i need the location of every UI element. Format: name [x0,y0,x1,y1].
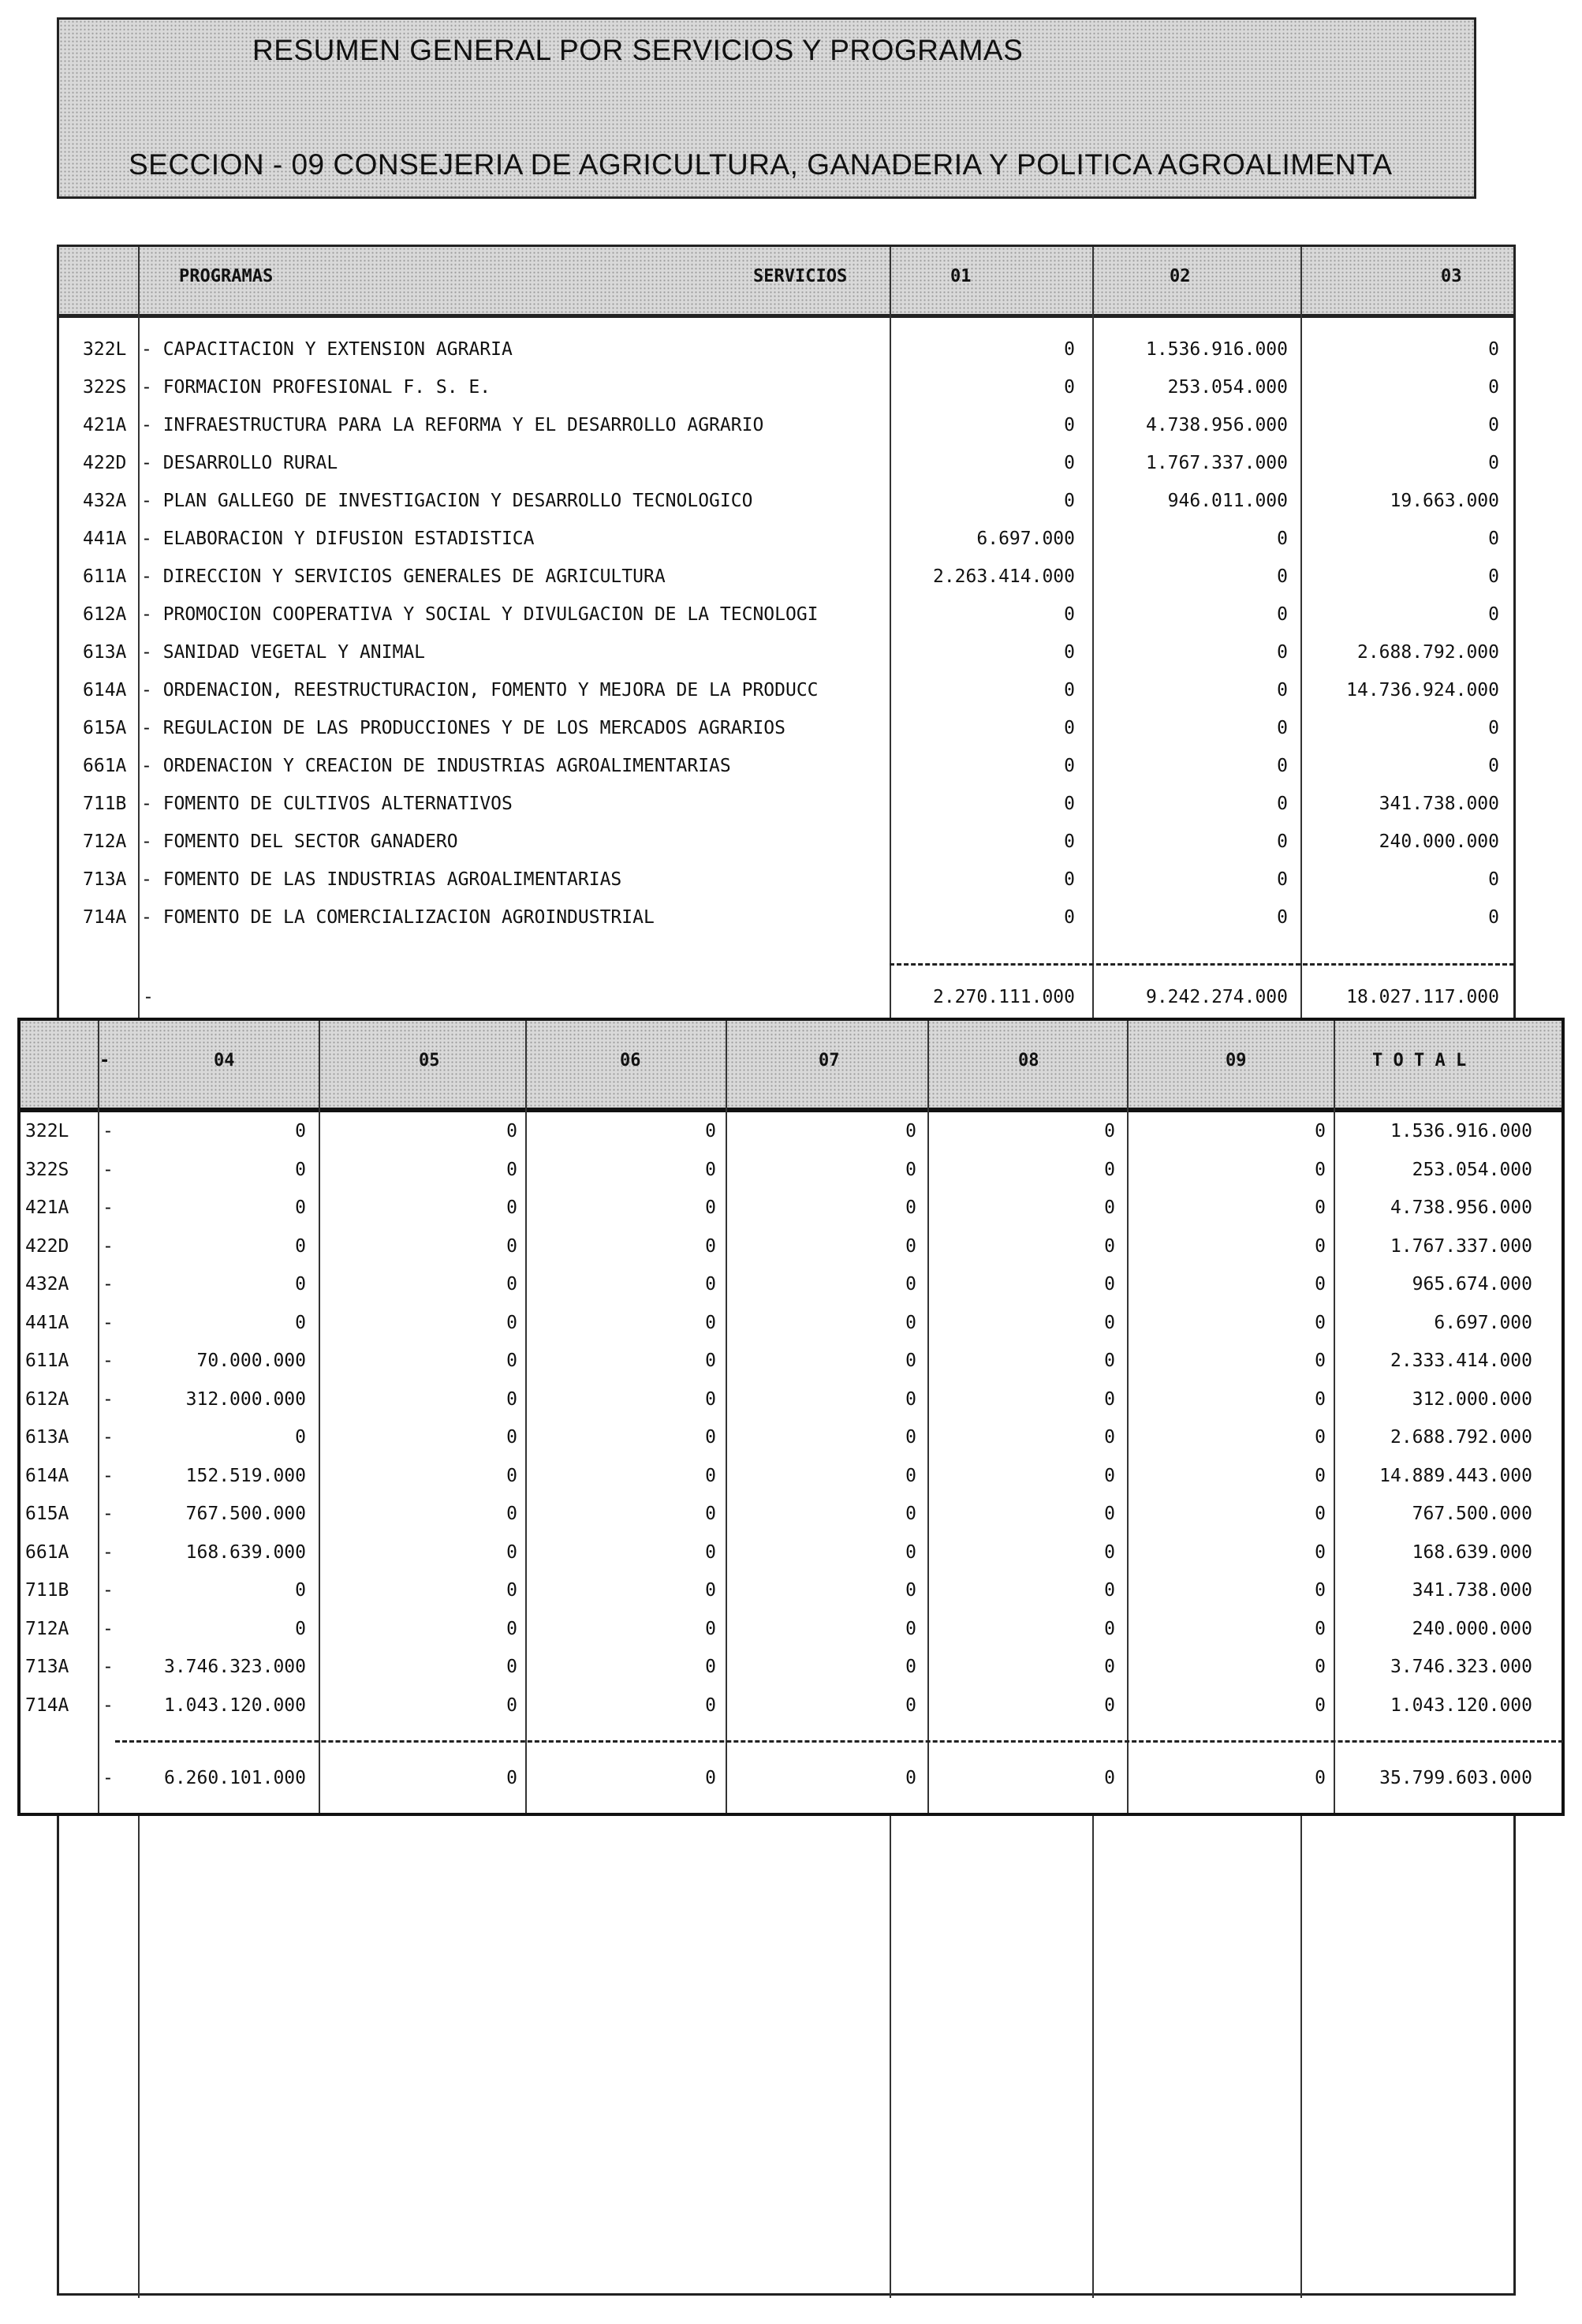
cell-06: 0 [705,1274,716,1295]
cell-06: 0 [705,1466,716,1486]
cell-09: 0 [1315,1542,1326,1563]
header-col-06: 06 [620,1051,641,1070]
cell-04: 312.000.000 [185,1389,306,1410]
cell-09: 0 [1315,1504,1326,1524]
program-code: 322S [83,377,127,398]
cell-09: 0 [1315,1197,1326,1218]
cell-02: 0 [1277,756,1288,776]
cell-total: 1.043.120.000 [1390,1695,1532,1716]
section-title: SECCION - 09 CONSEJERIA DE AGRICULTURA, GANADERIA Y POLITICA AGROALIMENTA [129,148,1393,181]
total-01: 2.270.111.000 [932,987,1075,1007]
cell-03: 341.738.000 [1379,794,1499,814]
header-col-08: 08 [1018,1051,1039,1070]
cell-07: 0 [905,1351,916,1371]
cell-07: 0 [905,1580,916,1601]
cell-02: 0 [1277,718,1288,738]
cell-03: 0 [1488,907,1499,928]
lower-table [17,1018,1565,1816]
row-dash: - [103,1657,114,1677]
program-code: 713A [25,1657,69,1677]
cell-07: 0 [905,1160,916,1180]
cell-07: 0 [905,1504,916,1524]
header-total: T O T A L [1372,1051,1467,1070]
cell-04: 0 [295,1197,306,1218]
total-03: 18.027.117.000 [1346,987,1499,1007]
cell-01: 6.697.000 [976,529,1075,549]
cell-06: 0 [705,1197,716,1218]
cell-09: 0 [1315,1121,1326,1141]
cell-09: 0 [1315,1160,1326,1180]
cell-08: 0 [1104,1351,1115,1371]
row-dash: - [103,1695,114,1716]
cell-01: 0 [1064,831,1075,852]
program-description: - FOMENTO DE LAS INDUSTRIAS AGROALIMENTARIAS [141,869,622,890]
cell-02: 4.738.956.000 [1145,415,1288,435]
cell-01: 0 [1064,415,1075,435]
program-code: 714A [25,1695,69,1716]
row-dash: - [103,1351,114,1371]
cell-total: 4.738.956.000 [1390,1197,1532,1218]
cell-total: 965.674.000 [1412,1274,1532,1295]
header-col-09: 09 [1226,1051,1247,1070]
cell-total: 1.767.337.000 [1390,1236,1532,1257]
program-description: - PLAN GALLEGO DE INVESTIGACION Y DESARROLLO TECNOLOGICO [141,491,753,511]
program-description: - DIRECCION Y SERVICIOS GENERALES DE AGRICULTURA [141,566,666,587]
cell-06: 0 [705,1427,716,1448]
header-dash: - [99,1051,110,1070]
cell-02: 1.536.916.000 [1145,339,1288,360]
cell-06: 0 [705,1389,716,1410]
cell-05: 0 [506,1657,517,1677]
cell-08: 0 [1104,1580,1115,1601]
cell-02: 0 [1277,794,1288,814]
cell-05: 0 [506,1619,517,1639]
section-title-box [57,17,1476,199]
cell-08: 0 [1104,1274,1115,1295]
cell-05: 0 [506,1160,517,1180]
cell-04: 168.639.000 [185,1542,306,1563]
cell-04: 3.746.323.000 [163,1657,306,1677]
grand-total: 35.799.603.000 [1379,1768,1532,1788]
cell-07: 0 [905,1466,916,1486]
program-code: 322L [25,1121,69,1141]
program-code: 432A [25,1274,69,1295]
program-description: - FOMENTO DEL SECTOR GANADERO [141,831,458,852]
cell-04: 70.000.000 [196,1351,306,1371]
cell-05: 0 [506,1504,517,1524]
cell-01: 0 [1064,869,1075,890]
program-description: - DESARROLLO RURAL [141,453,338,473]
cell-08: 0 [1104,1197,1115,1218]
cell-06: 0 [705,1580,716,1601]
cell-06: 0 [705,1657,716,1677]
cell-08: 0 [1104,1542,1115,1563]
program-description: - ORDENACION, REESTRUCTURACION, FOMENTO Y MEJORA DE LA PRODUCC [141,680,819,701]
cell-02: 0 [1277,529,1288,549]
header-col-02: 02 [1170,267,1191,286]
program-description: - FOMENTO DE LA COMERCIALIZACION AGROINDUSTRIAL [141,907,655,928]
program-code: 614A [83,680,127,701]
cell-06: 0 [705,1351,716,1371]
total-02: 9.242.274.000 [1145,987,1288,1007]
cell-06: 0 [705,1695,716,1716]
header-col-04: 04 [214,1051,235,1070]
cell-03: 0 [1488,339,1499,360]
cell-09: 0 [1315,1389,1326,1410]
cell-09: 0 [1315,1274,1326,1295]
cell-07: 0 [905,1313,916,1333]
cell-08: 0 [1104,1427,1115,1448]
cell-06: 0 [705,1504,716,1524]
cell-01: 0 [1064,453,1075,473]
cell-total: 14.889.443.000 [1379,1466,1532,1486]
cell-total: 168.639.000 [1412,1542,1532,1563]
cell-03: 0 [1488,529,1499,549]
row-dash: - [103,1504,114,1524]
program-code: 615A [83,718,127,738]
cell-07: 0 [905,1389,916,1410]
program-code: 711B [83,794,127,814]
cell-03: 0 [1488,377,1499,398]
cell-01: 0 [1064,756,1075,776]
cell-01: 0 [1064,377,1075,398]
program-code: 712A [25,1619,69,1639]
cell-03: 0 [1488,718,1499,738]
cell-06: 0 [705,1313,716,1333]
cell-02: 0 [1277,566,1288,587]
program-code: 441A [83,529,127,549]
row-dash: - [103,1389,114,1410]
cell-08: 0 [1104,1657,1115,1677]
total-09: 0 [1315,1768,1326,1788]
program-code: 422D [25,1236,69,1257]
cell-04: 0 [295,1236,306,1257]
upper-table-header [59,247,1513,318]
cell-04: 0 [295,1313,306,1333]
cell-02: 253.054.000 [1167,377,1288,398]
cell-06: 0 [705,1121,716,1141]
row-dash: - [103,1160,114,1180]
cell-08: 0 [1104,1389,1115,1410]
row-dash: - [103,1236,114,1257]
header-servicios: SERVICIOS [753,267,848,286]
header-col-05: 05 [419,1051,440,1070]
cell-05: 0 [506,1695,517,1716]
cell-07: 0 [905,1542,916,1563]
cell-05: 0 [506,1580,517,1601]
cell-02: 946.011.000 [1167,491,1288,511]
program-description: - FORMACION PROFESIONAL F. S. E. [141,377,491,398]
cell-01: 2.263.414.000 [932,566,1075,587]
cell-total: 312.000.000 [1412,1389,1532,1410]
cell-02: 0 [1277,907,1288,928]
cell-09: 0 [1315,1466,1326,1486]
cell-03: 2.688.792.000 [1356,642,1499,663]
cell-07: 0 [905,1121,916,1141]
row-dash: - [103,1580,114,1601]
cell-08: 0 [1104,1619,1115,1639]
cell-07: 0 [905,1274,916,1295]
cell-03: 0 [1488,566,1499,587]
cell-08: 0 [1104,1504,1115,1524]
cell-01: 0 [1064,491,1075,511]
program-code: 661A [83,756,127,776]
cell-total: 240.000.000 [1412,1619,1532,1639]
cell-07: 0 [905,1236,916,1257]
row-dash: - [103,1121,114,1141]
program-code: 714A [83,907,127,928]
cell-03: 0 [1488,415,1499,435]
cell-total: 2.333.414.000 [1390,1351,1532,1371]
report-title: RESUMEN GENERAL POR SERVICIOS Y PROGRAMAS [252,34,1024,66]
cell-total: 341.738.000 [1412,1580,1532,1601]
cell-07: 0 [905,1619,916,1639]
cell-05: 0 [506,1389,517,1410]
row-dash: - [103,1427,114,1448]
cell-04: 0 [295,1160,306,1180]
cell-04: 0 [295,1121,306,1141]
program-code: 711B [25,1580,69,1601]
row-dash: - [103,1542,114,1563]
cell-03: 0 [1488,604,1499,625]
program-code: 712A [83,831,127,852]
cell-01: 0 [1064,642,1075,663]
header-col-07: 07 [819,1051,840,1070]
cell-04: 0 [295,1274,306,1295]
cell-05: 0 [506,1466,517,1486]
cell-total: 3.746.323.000 [1390,1657,1532,1677]
program-code: 612A [25,1389,69,1410]
header-programas: PROGRAMAS [179,267,274,286]
cell-08: 0 [1104,1466,1115,1486]
cell-08: 0 [1104,1121,1115,1141]
total-dash: - [103,1768,114,1788]
row-dash: - [103,1197,114,1218]
cell-09: 0 [1315,1236,1326,1257]
cell-total: 767.500.000 [1412,1504,1532,1524]
cell-09: 0 [1315,1657,1326,1677]
program-code: 614A [25,1466,69,1486]
cell-06: 0 [705,1542,716,1563]
cell-05: 0 [506,1542,517,1563]
program-code: 661A [25,1542,69,1563]
cell-04: 152.519.000 [185,1466,306,1486]
program-code: 422D [83,453,127,473]
cell-06: 0 [705,1619,716,1639]
cell-04: 0 [295,1580,306,1601]
program-code: 432A [83,491,127,511]
program-description: - FOMENTO DE CULTIVOS ALTERNATIVOS [141,794,513,814]
cell-total: 6.697.000 [1434,1313,1532,1333]
program-code: 611A [83,566,127,587]
cell-04: 767.500.000 [185,1504,306,1524]
cell-06: 0 [705,1160,716,1180]
program-code: 613A [25,1427,69,1448]
total-06: 0 [705,1768,716,1788]
program-code: 613A [83,642,127,663]
total-08: 0 [1104,1768,1115,1788]
cell-09: 0 [1315,1313,1326,1333]
cell-01: 0 [1064,718,1075,738]
cell-total: 2.688.792.000 [1390,1427,1532,1448]
program-code: 441A [25,1313,69,1333]
cell-03: 0 [1488,453,1499,473]
cell-03: 19.663.000 [1390,491,1499,511]
program-description: - CAPACITACION Y EXTENSION AGRARIA [141,339,513,360]
cell-08: 0 [1104,1695,1115,1716]
row-dash: - [103,1274,114,1295]
cell-07: 0 [905,1197,916,1218]
cell-01: 0 [1064,794,1075,814]
program-code: 421A [83,415,127,435]
cell-03: 0 [1488,756,1499,776]
row-dash: - [103,1619,114,1639]
cell-09: 0 [1315,1619,1326,1639]
program-description: - SANIDAD VEGETAL Y ANIMAL [141,642,426,663]
cell-05: 0 [506,1274,517,1295]
total-07: 0 [905,1768,916,1788]
cell-04: 0 [295,1619,306,1639]
cell-06: 0 [705,1236,716,1257]
cell-05: 0 [506,1351,517,1371]
cell-05: 0 [506,1197,517,1218]
cell-total: 253.054.000 [1412,1160,1532,1180]
cell-02: 0 [1277,680,1288,701]
row-dash: - [103,1313,114,1333]
cell-07: 0 [905,1657,916,1677]
cell-total: 1.536.916.000 [1390,1121,1532,1141]
cell-02: 0 [1277,831,1288,852]
cell-07: 0 [905,1427,916,1448]
cell-09: 0 [1315,1427,1326,1448]
program-description: - PROMOCION COOPERATIVA Y SOCIAL Y DIVULGACION DE LA TECNOLOGI [141,604,819,625]
lower-table-header [21,1021,1561,1112]
cell-03: 0 [1488,869,1499,890]
cell-02: 0 [1277,604,1288,625]
cell-05: 0 [506,1313,517,1333]
cell-01: 0 [1064,604,1075,625]
total-04: 6.260.101.000 [163,1768,306,1788]
program-code: 611A [25,1351,69,1371]
program-description: - REGULACION DE LAS PRODUCCIONES Y DE LOS MERCADOS AGRARIOS [141,718,785,738]
row-dash: - [103,1466,114,1486]
lower-total-separator [115,1740,1563,1743]
total-05: 0 [506,1768,517,1788]
total-label: - [143,987,154,1007]
cell-03: 240.000.000 [1379,831,1499,852]
program-description: - ELABORACION Y DIFUSION ESTADISTICA [141,529,535,549]
program-code: 421A [25,1197,69,1218]
cell-01: 0 [1064,907,1075,928]
program-code: 612A [83,604,127,625]
cell-09: 0 [1315,1351,1326,1371]
cell-08: 0 [1104,1236,1115,1257]
program-code: 615A [25,1504,69,1524]
program-code: 713A [83,869,127,890]
cell-08: 0 [1104,1160,1115,1180]
cell-02: 1.767.337.000 [1145,453,1288,473]
cell-05: 0 [506,1427,517,1448]
cell-04: 0 [295,1427,306,1448]
program-description: - ORDENACION Y CREACION DE INDUSTRIAS AGROALIMENTARIAS [141,756,731,776]
header-col-01: 01 [950,267,972,286]
upper-total-separator [890,963,1514,966]
program-code: 322L [83,339,127,360]
cell-02: 0 [1277,642,1288,663]
cell-02: 0 [1277,869,1288,890]
cell-01: 0 [1064,680,1075,701]
cell-09: 0 [1315,1695,1326,1716]
program-code: 322S [25,1160,69,1180]
cell-01: 0 [1064,339,1075,360]
cell-08: 0 [1104,1313,1115,1333]
cell-05: 0 [506,1236,517,1257]
cell-09: 0 [1315,1580,1326,1601]
cell-05: 0 [506,1121,517,1141]
header-col-03: 03 [1441,267,1462,286]
cell-07: 0 [905,1695,916,1716]
cell-03: 14.736.924.000 [1346,680,1499,701]
program-description: - INFRAESTRUCTURA PARA LA REFORMA Y EL DESARROLLO AGRARIO [141,415,764,435]
cell-04: 1.043.120.000 [163,1695,306,1716]
